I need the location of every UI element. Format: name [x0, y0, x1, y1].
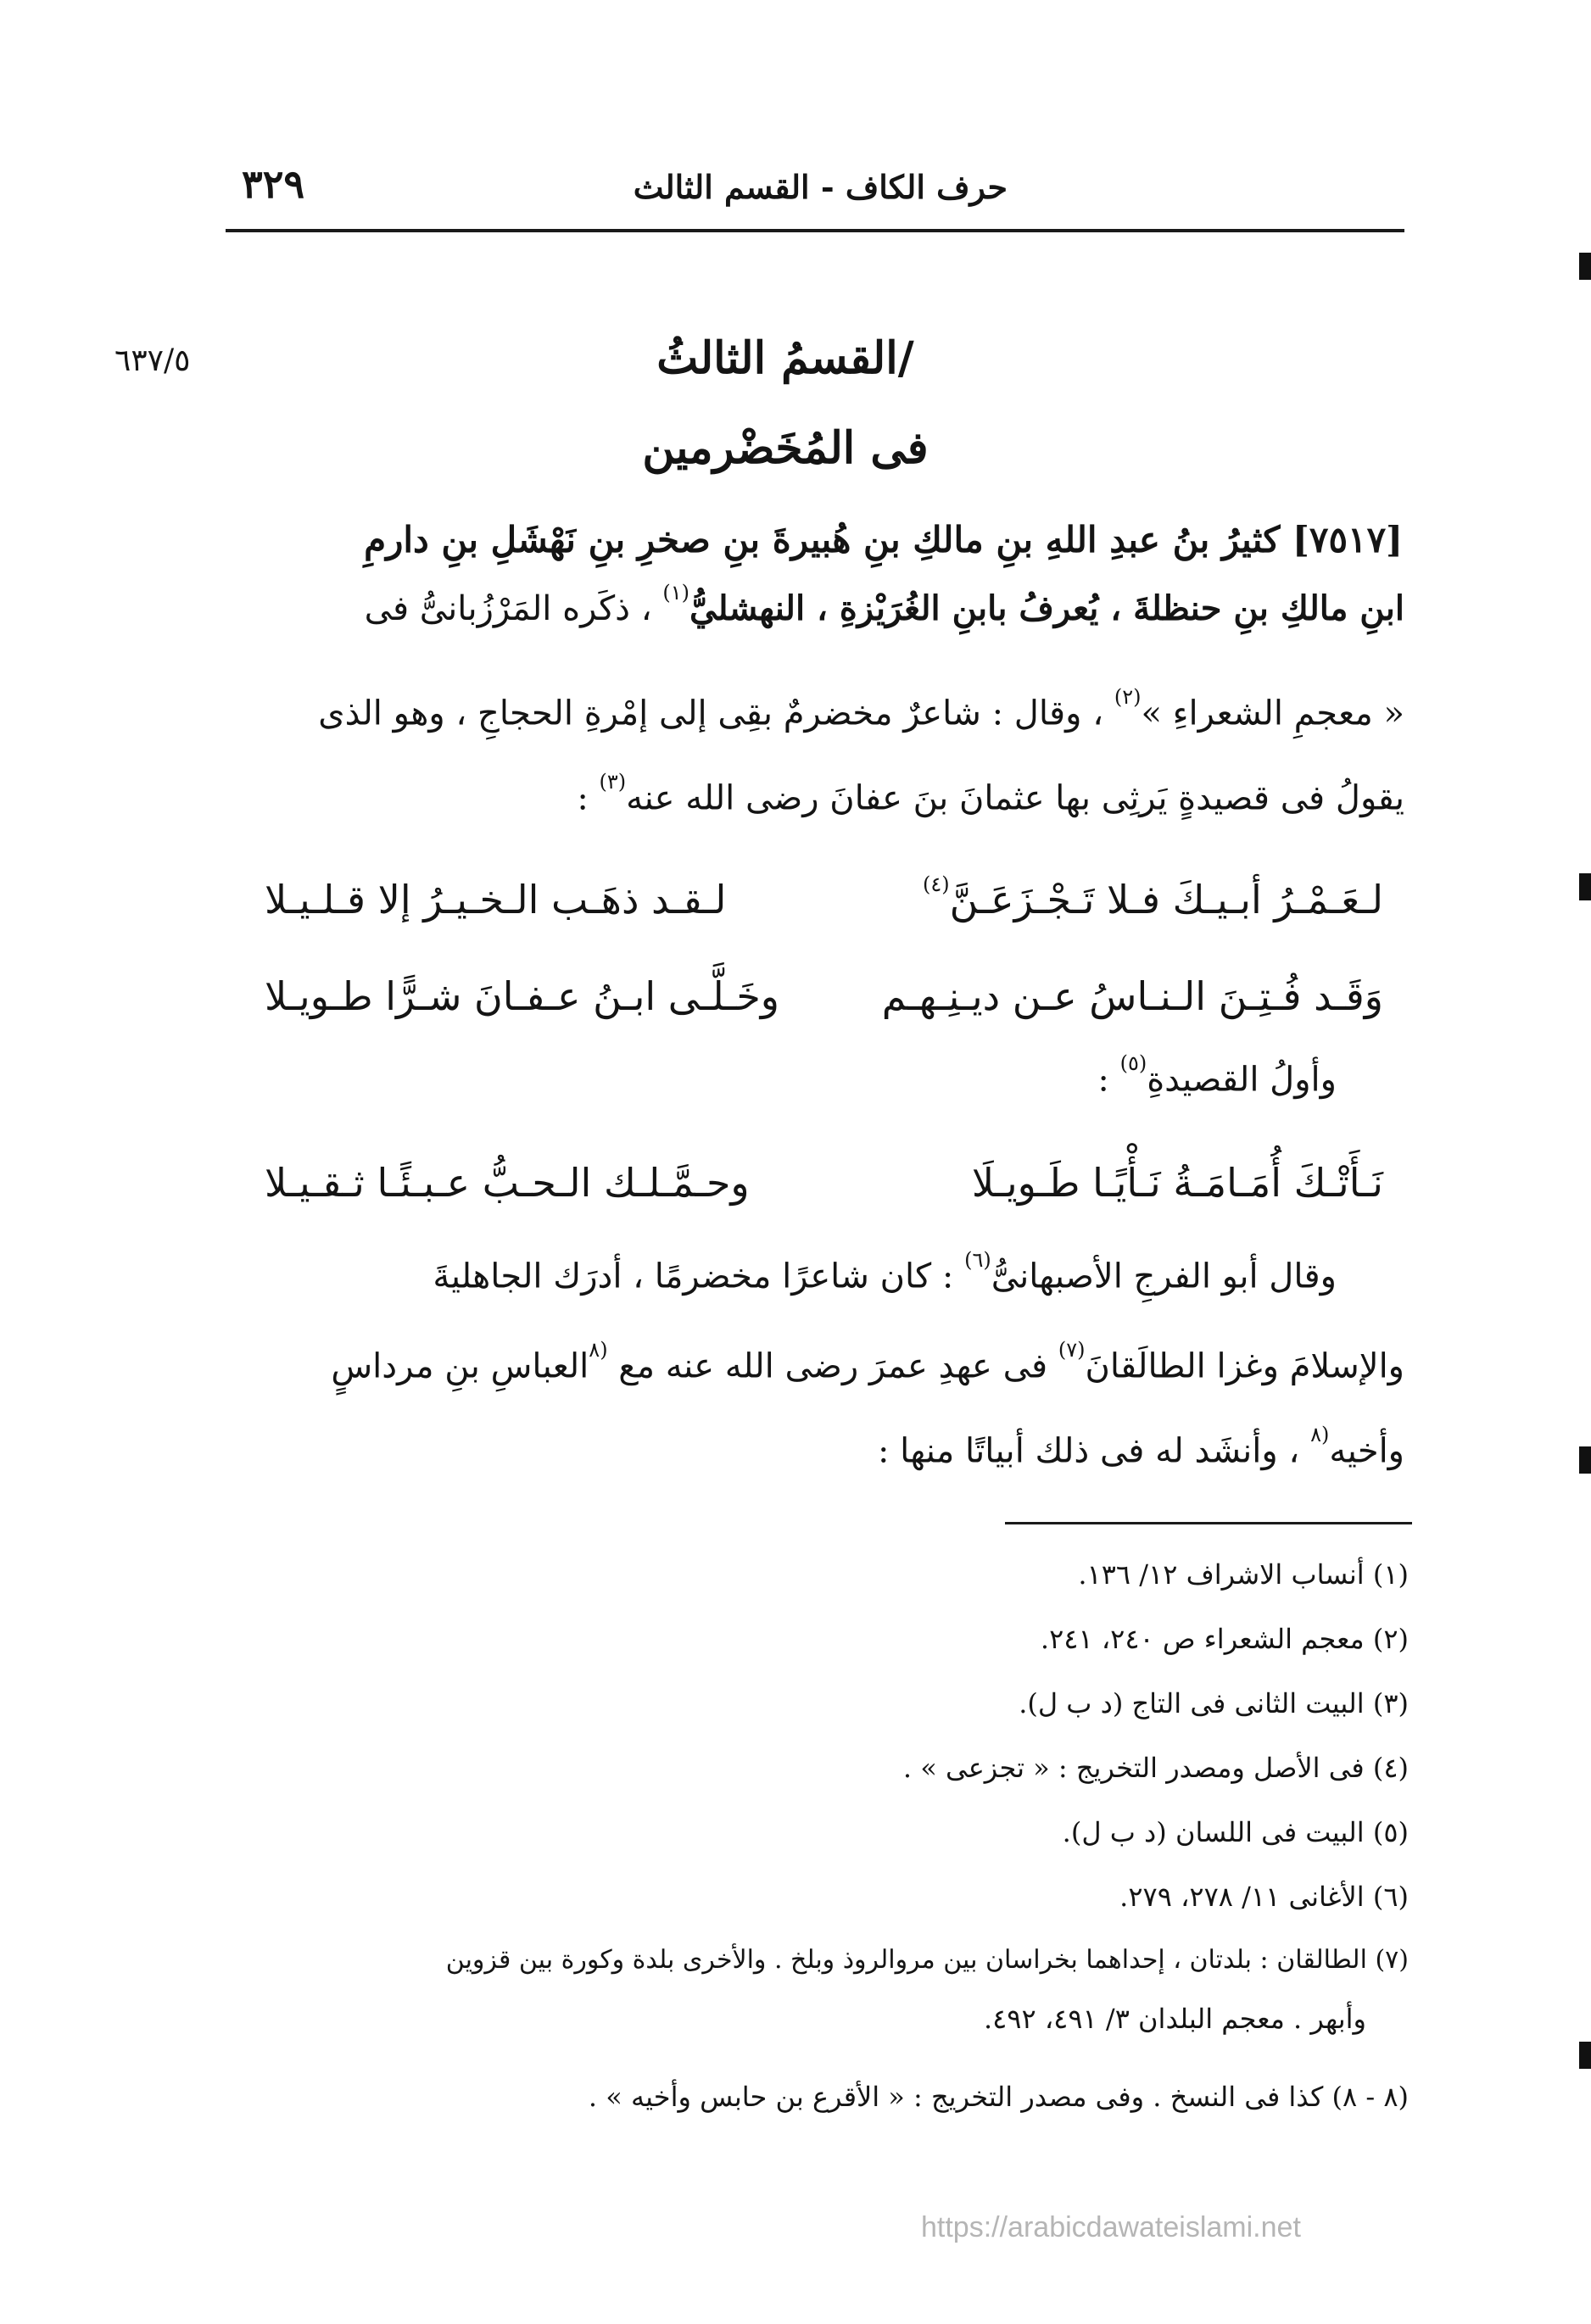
section-title: /القسمُ الثالثُ	[656, 332, 914, 384]
section-subtitle: فى المُخَضْرمين	[642, 422, 929, 474]
scan-edge-mark	[1579, 2042, 1591, 2069]
page-number: ٣٢٩	[242, 161, 305, 207]
verse-2-left: وخَـلَّـى ابـنُ عـفـانَ شـرًّا طـويـلا	[265, 973, 779, 1019]
footnote-ref-8-open: (٨	[589, 1338, 608, 1362]
scan-edge-mark	[1579, 873, 1591, 900]
footnote-ref-5: (٥)	[1119, 1051, 1147, 1075]
bio-text: : كان شاعرًا مخضرمًا ، أدرَك الجاهليةَ	[433, 1257, 954, 1296]
bio-text: وأخيه	[1329, 1431, 1404, 1471]
footnote-ref-8-close: (٨	[1310, 1423, 1330, 1446]
verse-intro	[1097, 1051, 1337, 1100]
entry-line-3	[318, 685, 1404, 733]
footnote-7-continued: وأبهر . معجم البلدان ٣/ ٤٩١، ٤٩٢.	[983, 2003, 1366, 2035]
entry-line-1: [٧٥١٧] كثيرُ بنُ عبدِ اللهِ بنِ مالكِ بنِ هُبيرةَ بنِ صخرِ بنِ نَهْشَلِ بنِ دارمِ	[364, 519, 1403, 560]
bio-line-1	[433, 1248, 1337, 1296]
scan-edge-mark	[1579, 1446, 1591, 1474]
watermark-url: https://arabicdawateislami.net	[921, 2211, 1301, 2243]
bio-text: فى عهدِ عمرَ رضى الله عنه مع	[618, 1346, 1048, 1386]
entry-name-continued: ابنِ مالكِ بنِ حنظلةَ ، يُعرفُ بابنِ الغُرَيْزةِ ، النهشليُّ	[689, 588, 1404, 628]
footnote-ref-4: (٤)	[923, 872, 950, 896]
verse-3-left: وحـمَّـلـك الـحـبُّ عـبـئًـا ثـقـيـلا	[265, 1160, 750, 1206]
bio-line-2	[331, 1338, 1404, 1386]
verse-2-right: وَقَـد فُـتِـنَ الـنـاسُ عـن ديـنِـهـم	[881, 973, 1383, 1019]
footnote-5: (٥) البيت فى اللسان (د ب ل).	[1062, 1816, 1409, 1848]
entry-line-4	[577, 770, 1404, 818]
footnote-6: (٦) الأغانى ١١/ ٢٧٨، ٢٧٩.	[1119, 1881, 1409, 1913]
scan-edge-mark	[1579, 253, 1591, 280]
footnote-rule	[1005, 1522, 1412, 1524]
entry-text: ، ذكَره المَرْزُبانىُّ فى	[364, 589, 652, 628]
bio-text: ، وأنشَد له فى ذلك أبياتًا منها :	[877, 1431, 1300, 1471]
footnote-3: (٣) البيت الثانى فى التاج (د ب ل).	[1019, 1687, 1409, 1719]
colon: :	[577, 778, 589, 818]
entry-text: يقولُ فى قصيدةٍ يَرثِى بها عثمانَ بنَ عفانَ رضى الله عنه	[626, 778, 1404, 818]
margin-reference: ٦٣٧/٥	[114, 343, 191, 378]
bio-line-3	[877, 1423, 1404, 1471]
bio-text: وقال أبو الفرجِ الأصبهانىُّ	[991, 1257, 1337, 1296]
header-rule	[226, 229, 1404, 232]
footnote-ref-3: (٣)	[599, 770, 627, 794]
footnote-1: (١) أنساب الاشراف ١٢/ ١٣٦.	[1078, 1558, 1409, 1591]
footnote-ref-7: (٧)	[1058, 1338, 1086, 1362]
verse-3-right: نَـأَتْـكَ أُمَـامَـةُ نَـأْيًـا طَـويـلَا	[971, 1160, 1383, 1206]
intro-text: وأولُ القصيدةِ	[1147, 1060, 1337, 1100]
footnote-ref-1: (١)	[662, 580, 689, 605]
running-head: حرف الكاف - القسم الثالث	[633, 168, 1008, 206]
footnote-2: (٢) معجم الشعراء ص ٢٤٠، ٢٤١.	[1040, 1623, 1409, 1655]
entry-line-2	[364, 580, 1404, 628]
verse-1-left: لـقـد ذهَـب الـخـيـرُ إلا قـلـيـلا	[265, 877, 727, 922]
footnote-ref-6: (٦)	[964, 1248, 991, 1272]
verse-1-right	[923, 872, 1383, 922]
bio-text: والإسلامَ وغزا الطالَقانَ	[1085, 1346, 1404, 1386]
footnote-7: (٧) الطالقان : بلدتان ، إحداهما بخراسان بين مروالروذ وبلخ . والأخرى بلدة وكورة بين قزوين	[445, 1945, 1409, 1975]
entry-text: ، وقال : شاعرٌ مخضرمٌ بقِى إلى إمْرةِ الحجاجِ ، وهو الذى	[318, 694, 1104, 733]
footnote-4: (٤) فى الأصل ومصدر التخريج : « تجزعى » .	[902, 1752, 1409, 1784]
bio-text: العباسِ بنِ مرداسٍ	[331, 1346, 589, 1386]
footnote-ref-2: (٢)	[1114, 685, 1142, 709]
book-title: « معجمِ الشعراءِ »	[1141, 694, 1404, 733]
hemistich: لـعَـمْـرُ أبـيـكَ فـلا تَـجْـزَعَـنَّ	[949, 877, 1383, 922]
colon: :	[1097, 1060, 1109, 1100]
footnote-8: (٨ - ٨) كذا فى النسخ . وفى مصدر التخريج : « الأقرع بن حابس وأخيه » .	[588, 2081, 1409, 2113]
